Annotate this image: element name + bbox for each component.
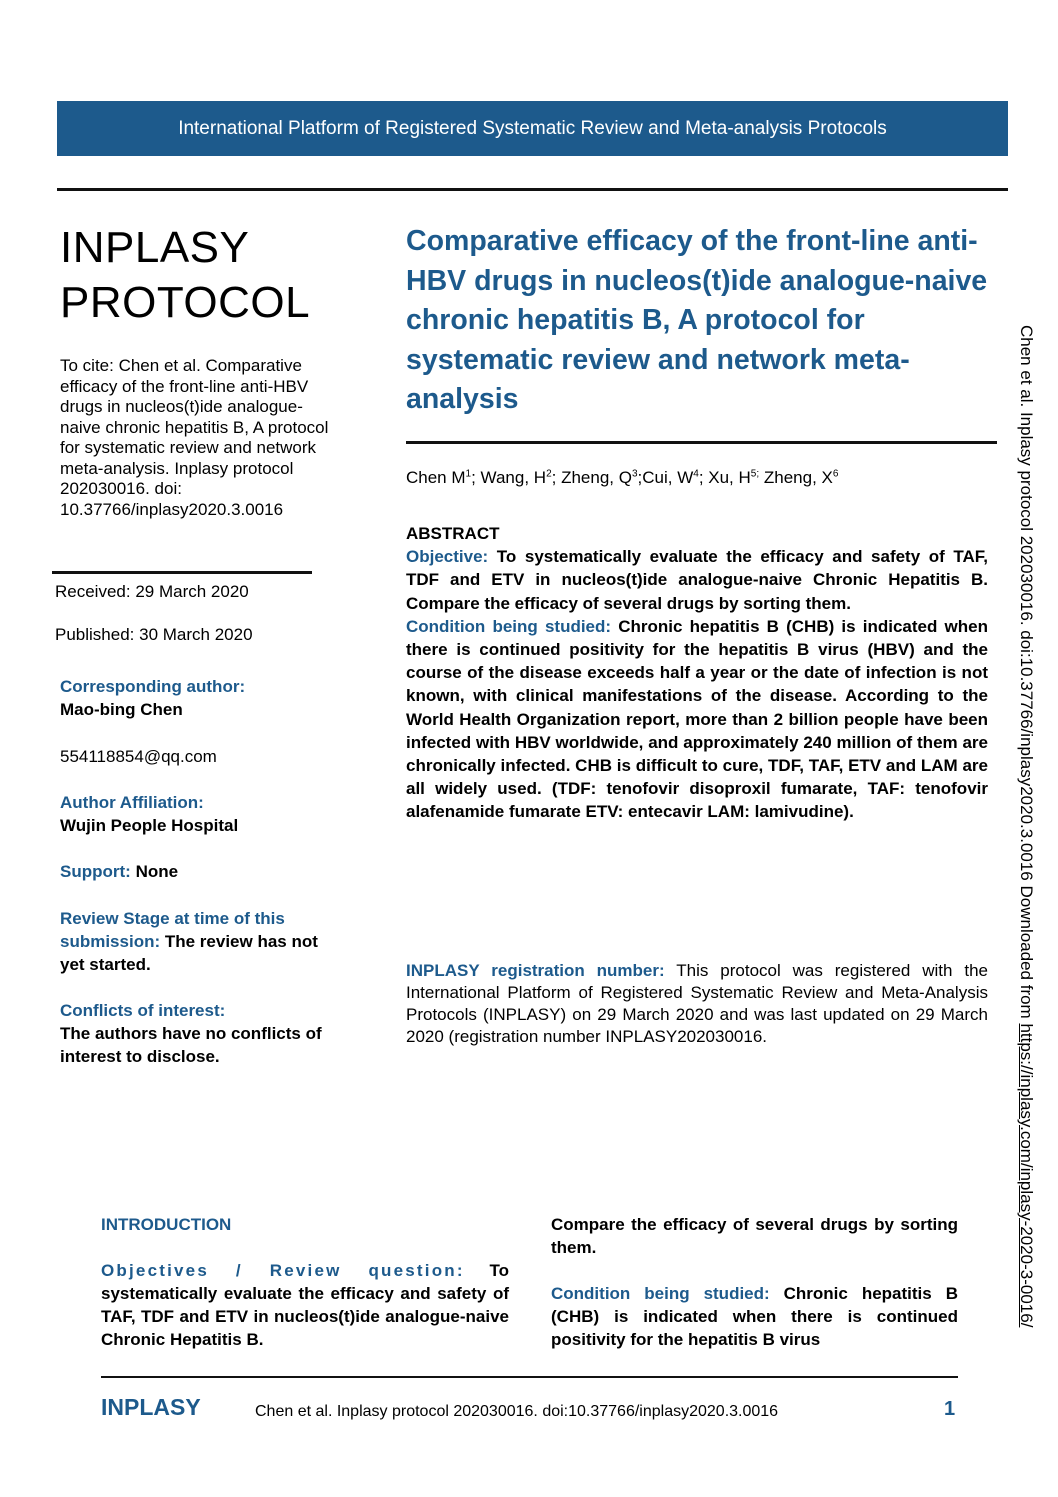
author-affiliation-number: 3 bbox=[631, 468, 638, 480]
condition-label: Condition being studied: bbox=[406, 616, 612, 636]
objectives-text: To systematically evaluate the efficacy and safety of TAF, TDF and ETV in nucleos(t)ide analogue-naive Chronic Hepatitis B. bbox=[101, 1261, 509, 1349]
introduction-column-2 bbox=[551, 1213, 958, 1351]
support-value: None bbox=[135, 862, 179, 881]
citation-block: To cite: Chen et al. Comparative efficacy of the front-line anti-HBV drugs in nucleos(t)ide analogue-naive chronic hepatitis B, A protocol for systematic review and network meta-analysis. Inplasy protocol 202030016. doi: 10.37766/inplasy2020.3.0016 bbox=[60, 356, 329, 519]
published-date: Published: 30 March 2020 bbox=[55, 625, 253, 644]
affiliation-label: Author Affiliation: bbox=[60, 793, 204, 812]
author-affiliation-number: 2 bbox=[546, 468, 552, 480]
abstract-heading: ABSTRACT bbox=[406, 524, 500, 543]
registration-label: INPLASY registration number: bbox=[406, 961, 665, 980]
author-affiliation-number: 5; bbox=[750, 468, 760, 480]
author-email[interactable]: 554118854@qq.com bbox=[60, 747, 217, 766]
brand-line-1: INPLASY bbox=[60, 223, 250, 272]
paper-title: Comparative efficacy of the front-line anti-HBV drugs in nucleos(t)ide analogue-naive chronic hepatitis B, A protocol for systematic review and network meta-analysis bbox=[406, 225, 988, 415]
banner-text: International Platform of Registered Systematic Review and Meta-analysis Protocols bbox=[178, 118, 887, 139]
affiliation-value: Wujin People Hospital bbox=[60, 816, 239, 835]
abstract-objective bbox=[406, 545, 988, 615]
brand-title bbox=[60, 220, 310, 330]
objectives-paragraph bbox=[101, 1259, 509, 1351]
registration-text: This protocol was registered with the International Platform of Registered Systematic Review and Meta-Analysis Protocols (INPLASY) on 29 March 2020 and was last updated on 29 March 2020 (registration number INPLASY202030016. bbox=[406, 961, 988, 1046]
top-divider bbox=[57, 188, 1008, 191]
received-date: Received: 29 March 2020 bbox=[55, 582, 249, 601]
author-name: Xu, H bbox=[708, 468, 751, 487]
author-affiliation bbox=[60, 791, 335, 837]
brand-line-2: PROTOCOL bbox=[60, 278, 311, 327]
author-separator: ; bbox=[551, 468, 562, 487]
download-note-text: Chen et al. Inplasy protocol 202030016. doi:10.37766/inplasy2020.3.0016 Downloaded from bbox=[1017, 325, 1036, 1024]
conflicts-value: The authors have no conflicts of interest to disclose. bbox=[60, 1024, 322, 1066]
support bbox=[60, 860, 335, 883]
author-separator: ; bbox=[698, 468, 709, 487]
author-affiliation-number: 1 bbox=[465, 468, 472, 480]
conflicts-label: Conflicts of interest: bbox=[60, 1001, 226, 1020]
title-divider bbox=[406, 441, 997, 444]
stage-value: The review has not yet started. bbox=[60, 932, 318, 974]
corresponding-author bbox=[60, 675, 335, 721]
author-separator: ; bbox=[637, 468, 643, 487]
left-divider bbox=[52, 571, 312, 574]
corresponding-label: Corresponding author: bbox=[60, 677, 246, 696]
author-list bbox=[406, 468, 838, 488]
objective-text: To systematically evaluate the efficacy and safety of TAF, TDF and ETV in nucleos(t)ide analogue-naive Chronic Hepatitis B. Compare the efficacy of several drugs by sorting them. bbox=[406, 547, 988, 613]
author-name: Chen M bbox=[406, 468, 466, 487]
introduction-column-1 bbox=[101, 1213, 509, 1351]
author-name: Zheng, Q bbox=[561, 468, 632, 487]
objectives-continued: Compare the efficacy of several drugs by sorting them. bbox=[551, 1215, 958, 1257]
objective-label: Objective: bbox=[406, 547, 489, 567]
condition-paragraph bbox=[551, 1282, 958, 1351]
abstract-condition bbox=[406, 615, 988, 824]
support-label: Support: bbox=[60, 862, 131, 881]
page-number: 1 bbox=[944, 1398, 956, 1420]
footer-citation: Chen et al. Inplasy protocol 202030016. doi:10.37766/inplasy2020.3.0016 bbox=[255, 1403, 779, 1420]
author-name: Cui, W bbox=[642, 468, 694, 487]
footer-divider bbox=[101, 1376, 958, 1378]
conflicts-of-interest bbox=[60, 999, 335, 1068]
intro-condition-text: Chronic hepatitis B (CHB) is indicated when there is continued positivity for the hepatitis B virus bbox=[551, 1284, 958, 1349]
author-name: Wang, H bbox=[480, 468, 547, 487]
author-name: Zheng, X bbox=[763, 468, 833, 487]
author-separator: ; bbox=[471, 468, 481, 487]
author-affiliation-number: 4 bbox=[693, 468, 699, 480]
review-stage bbox=[60, 907, 335, 976]
introduction-heading: INTRODUCTION bbox=[101, 1215, 232, 1234]
footer-brand: INPLASY bbox=[101, 1394, 201, 1420]
download-link[interactable]: https://inplasy.com/inplasy-2020-3-0016/ bbox=[1017, 1023, 1036, 1328]
header-banner bbox=[57, 101, 1008, 156]
stage-label: Review Stage at time of this submission: bbox=[60, 909, 285, 951]
registration-info bbox=[406, 960, 988, 1048]
vertical-download-note bbox=[1016, 325, 1036, 1327]
abstract bbox=[406, 522, 988, 824]
author-affiliation-number: 6 bbox=[832, 468, 839, 480]
intro-condition-label: Condition being studied: bbox=[551, 1284, 770, 1303]
corresponding-name: Mao-bing Chen bbox=[60, 700, 183, 719]
condition-text: Chronic hepatitis B (CHB) is indicated when there is continued positivity for the hepatitis B virus (HBV) and the course of the disease exceeds half a year or the date of infection is not known, with clinical manifestations of the disease. According to the World Health Organization report, more than 2 billion people have been infected with HBV worldwide, and approximately 240 million of them are chronically infected. CHB is difficult to cure, TDF, TAF, ETV and LAM are all widely used. (TDF: tenofovir disoproxil fumarate, TAF: tenofovir alafenamide fumarate ETV: entecavir LAM: lamivudine). bbox=[406, 616, 988, 822]
objectives-label: Objectives / Review question: bbox=[101, 1261, 465, 1280]
